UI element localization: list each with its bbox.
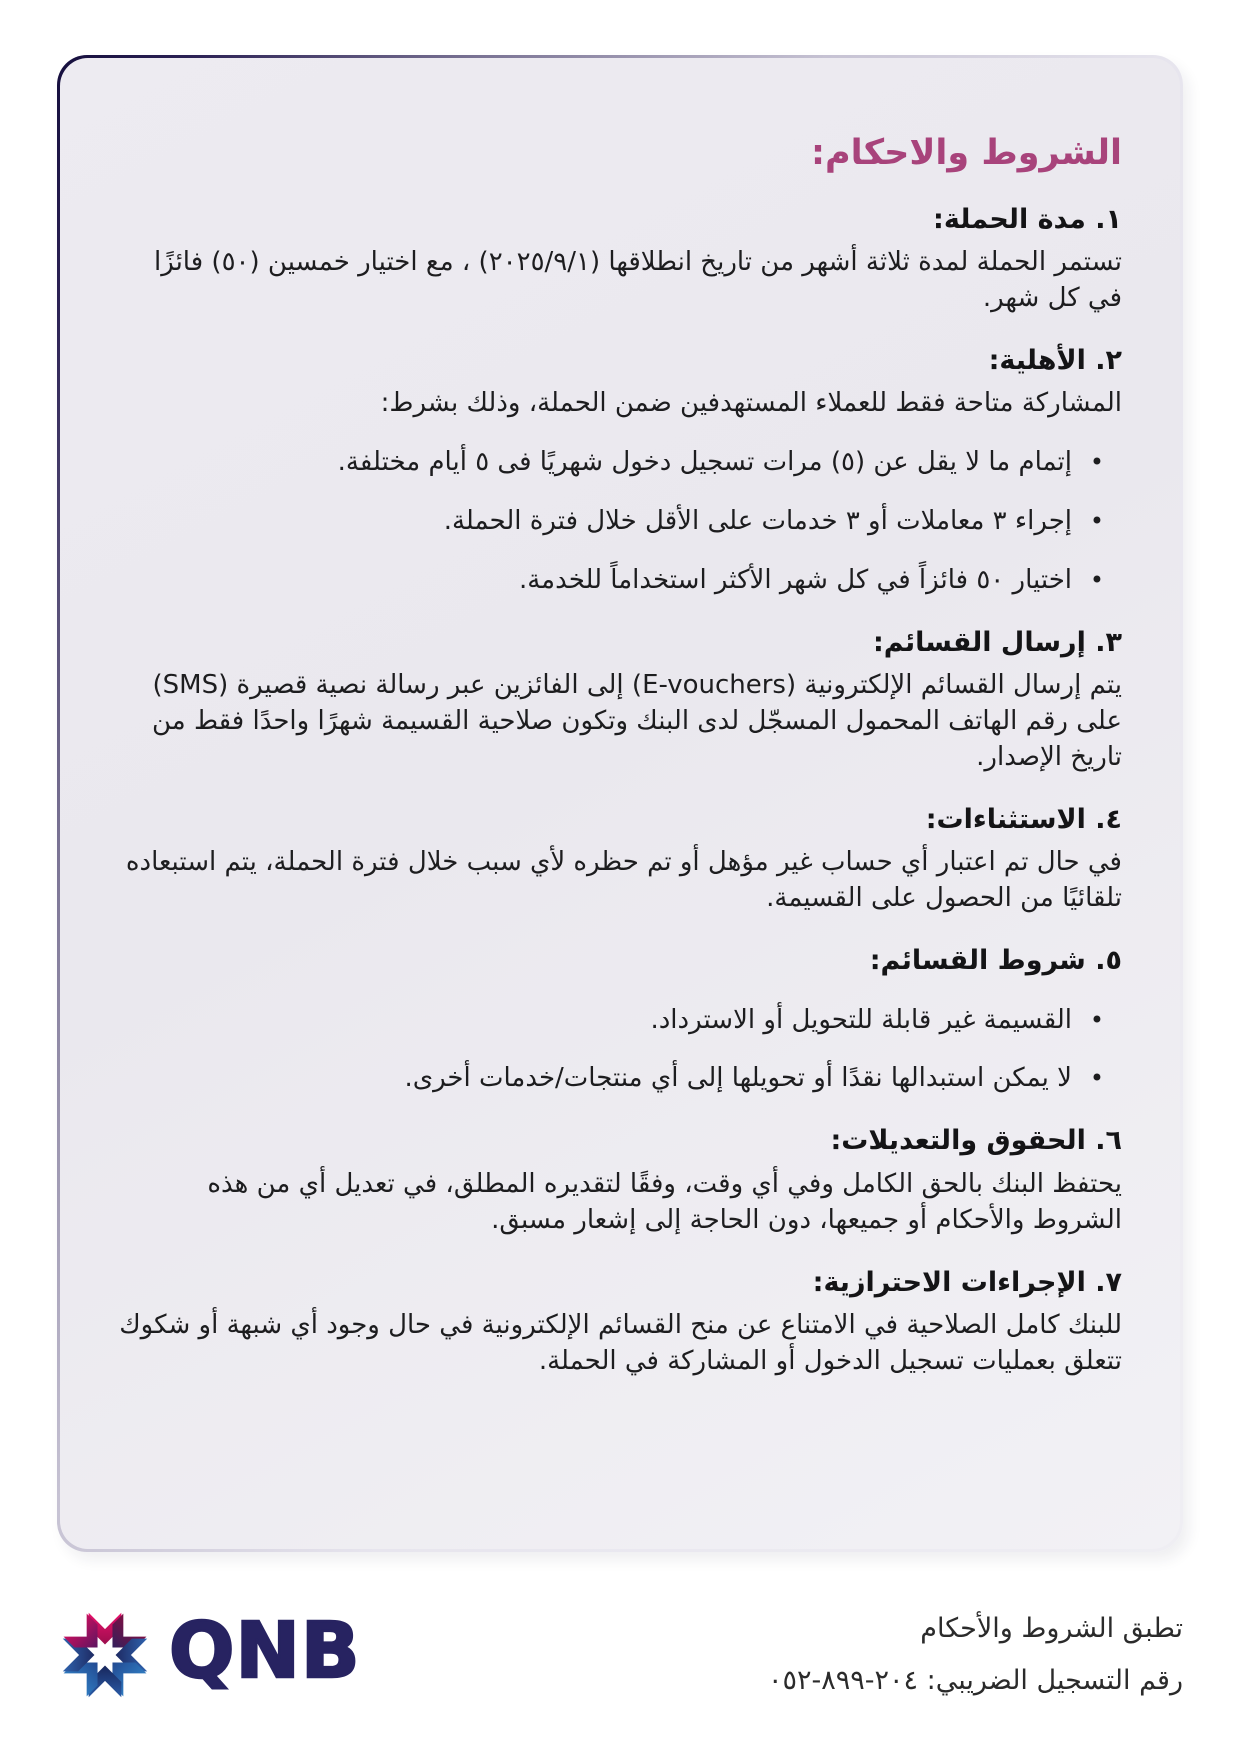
- section-body: تستمر الحملة لمدة ثلاثة أشهر من تاريخ انطلاقها (٢٠٢٥/٩/١) ، مع اختيار خمسين (٥٠) فائزًا في كل شهر.: [154, 247, 1122, 314]
- section-body: في حال تم اعتبار أي حساب غير مؤهل أو تم حظره لأي سبب خلال فترة الحملة، يتم استبعاده تلقائيًا من الحصول على القسيمة.: [125, 847, 1122, 914]
- section-voucher-delivery: [118, 625, 1122, 776]
- section-body: المشاركة متاحة فقط للعملاء المستهدفين ضمن الحملة، وذلك بشرط:: [380, 388, 1122, 419]
- section-campaign-duration: [118, 202, 1122, 317]
- bullet-item: • لا يمكن استبدالها نقدًا أو تحويلها إلى أي منتجات/خدمات أخرى.: [118, 1061, 1072, 1097]
- qnb-logo: [57, 1607, 361, 1703]
- terms-apply-note: تطبق الشروط والأحكام: [920, 1613, 1183, 1645]
- section-heading: ٧. الإجراءات الاحترازية:: [812, 1266, 1122, 1298]
- section-heading: ١. مدة الحملة:: [933, 203, 1122, 235]
- footer-notes: [768, 1603, 1183, 1706]
- section-heading: ٦. الحقوق والتعديلات:: [830, 1125, 1122, 1157]
- bullet-list: [118, 445, 1122, 599]
- section-body: للبنك كامل الصلاحية في الامتناع عن منح القسائم الإلكترونية في حال وجود أي شبهة أو شكوك تتعلق بعمليات تسجيل الدخول أو المشاركة في الحملة.: [119, 1309, 1122, 1376]
- section-heading: ٤. الاستثناءات:: [925, 803, 1122, 835]
- terms-card: [57, 55, 1183, 1552]
- page-footer: [57, 1603, 1183, 1706]
- section-heading: ٣. إرسال القسائم:: [872, 626, 1122, 658]
- section-body: يتم إرسال القسائم الإلكترونية (E-vouchers) إلى الفائزين عبر رسالة نصية قصيرة (SMS) على رقم الهاتف المحمول المسجّل لدى البنك وتكون صلاحية القسيمة شهرًا واحدًا فقط من تاريخ الإصدار.: [151, 670, 1122, 773]
- section-heading: ٥. شروط القسائم:: [869, 945, 1122, 977]
- qnb-star-icon: [57, 1607, 153, 1703]
- section-exclusions: [118, 802, 1122, 917]
- section-rights-amendments: [118, 1123, 1122, 1238]
- tax-number: ٢٠٤-٨٩٩-٠٥٢: [767, 1664, 919, 1696]
- section-eligibility: [118, 343, 1122, 599]
- bullet-list: [118, 1003, 1122, 1098]
- tax-registration-line: [768, 1655, 1183, 1706]
- bullet-item: • إجراء ٣ معاملات أو ٣ خدمات على الأقل خلال فترة الحملة.: [118, 504, 1072, 540]
- section-precautionary-measures: [118, 1265, 1122, 1380]
- bullet-item: • القسيمة غير قابلة للتحويل أو الاسترداد.: [118, 1003, 1072, 1039]
- section-heading: ٢. الأهلية:: [988, 344, 1122, 376]
- terms-card-surface: [60, 58, 1180, 1549]
- qnb-wordmark: QNB: [169, 1607, 361, 1697]
- bullet-item: • إتمام ما لا يقل عن (٥) مرات تسجيل دخول شهريًا فى ٥ أيام مختلفة.: [118, 445, 1072, 481]
- terms-content: [60, 58, 1180, 1380]
- page-title: الشروط والاحكام:: [810, 133, 1122, 173]
- tax-label: رقم التسجيل الضريبي:: [926, 1664, 1183, 1696]
- bullet-item: • اختيار ٥٠ فائزاً في كل شهر الأكثر استخداماً للخدمة.: [118, 563, 1072, 599]
- section-voucher-conditions: [118, 943, 1122, 1097]
- section-body: يحتفظ البنك بالحق الكامل وفي أي وقت، وفقًا لتقديره المطلق، في تعديل أي من هذه الشروط والأحكام أو جميعها، دون الحاجة إلى إشعار مسبق.: [207, 1168, 1122, 1235]
